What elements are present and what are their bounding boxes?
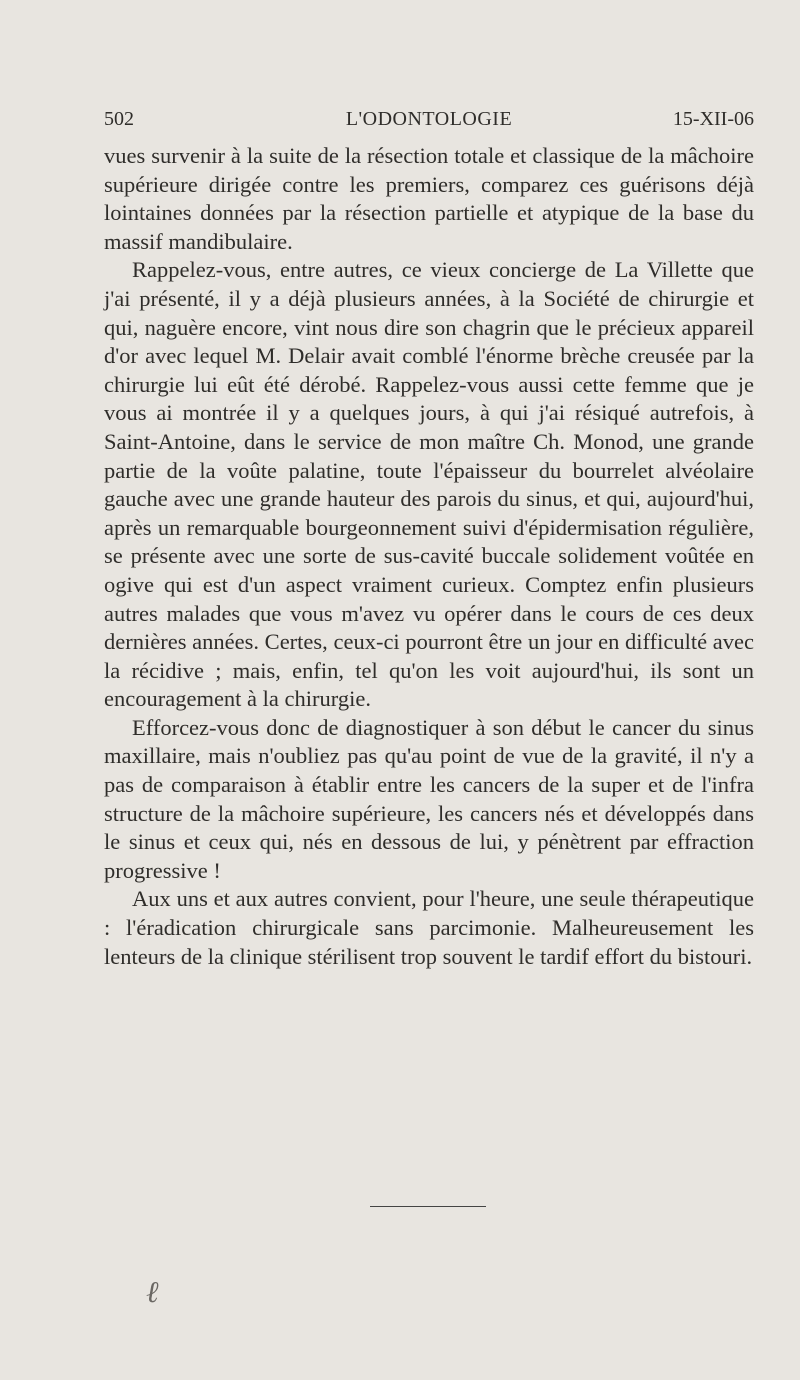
journal-title: L'ODONTOLOGIE: [345, 108, 513, 130]
paragraph: Aux uns et aux autres convient, pour l'heure, une seule thérapeutique : l'éradication chirurgicale sans parcimonie. Malheureusement les lenteurs de la clinique stérilisent trop souvent le tardif effort du bistouri.: [104, 886, 754, 969]
paragraph: Efforcez-vous donc de diagnostiquer à son début le cancer du sinus maxillaire, mais n'oubliez pas qu'au point de vue de la gravité, il n'y a pas de comparaison à établir entre les cancers de la super et de l'infra structure de la mâchoire supérieure, les cancers nés et développés dans le sinus et ceux qui, nés en dessous de lui, y pénètrent par effraction progressive !: [104, 714, 754, 883]
paragraph: Rappelez-vous, entre autres, ce vieux concierge de La Villette que j'ai présenté, il y a déjà plusieurs années, à la Société de chirurgie et qui, naguère encore, vint nous dire son chagrin que le précieux appareil d'or avec lequel M. Delair avait comblé l'énorme brèche creusée par la chirurgie lui eût été dérobé. Rappelez-vous aussi cette femme que je vous ai montrée il y a quelques jours, à qui j'ai résiqué autrefois, à Saint-Antoine, dans le service de mon maître Ch. Monod, une grande partie de la voûte palatine, toute l'épaisseur du bourrelet alvéolaire gauche avec une grande hauteur des parois du sinus, et qui, aujourd'hui, après un remarquable bourgeonnement suivi d'épidermisation régulière, se présente avec une sorte de sus-cavité buccale solidement voûtée en ogive qui est d'un aspect vraiment curieux. Comptez enfin plusieurs autres malades que vous m'avez vu opérer dans le cours de ces deux dernières années. Certes, ceux-ci pourront être un jour en difficulté avec la récidive ; mais, enfin, tel qu'on les voit aujourd'hui, ils sont un encouragement à la chirurgie.: [104, 257, 754, 712]
paragraph-continuation: vues survenir à la suite de la résection totale et classique de la mâchoire supérieure dirigée contre les premiers, comparez ces guérisons déjà lointaines données par la résection partielle et atypique de la base du massif mandibulaire.: [104, 143, 754, 254]
end-rule: [370, 1206, 486, 1207]
pencil-mark: ℓ: [146, 1276, 159, 1309]
issue-date: 15-XII-06: [672, 108, 754, 130]
body-text: [104, 142, 754, 971]
page-number: 502: [104, 108, 134, 130]
running-head: [104, 104, 754, 134]
